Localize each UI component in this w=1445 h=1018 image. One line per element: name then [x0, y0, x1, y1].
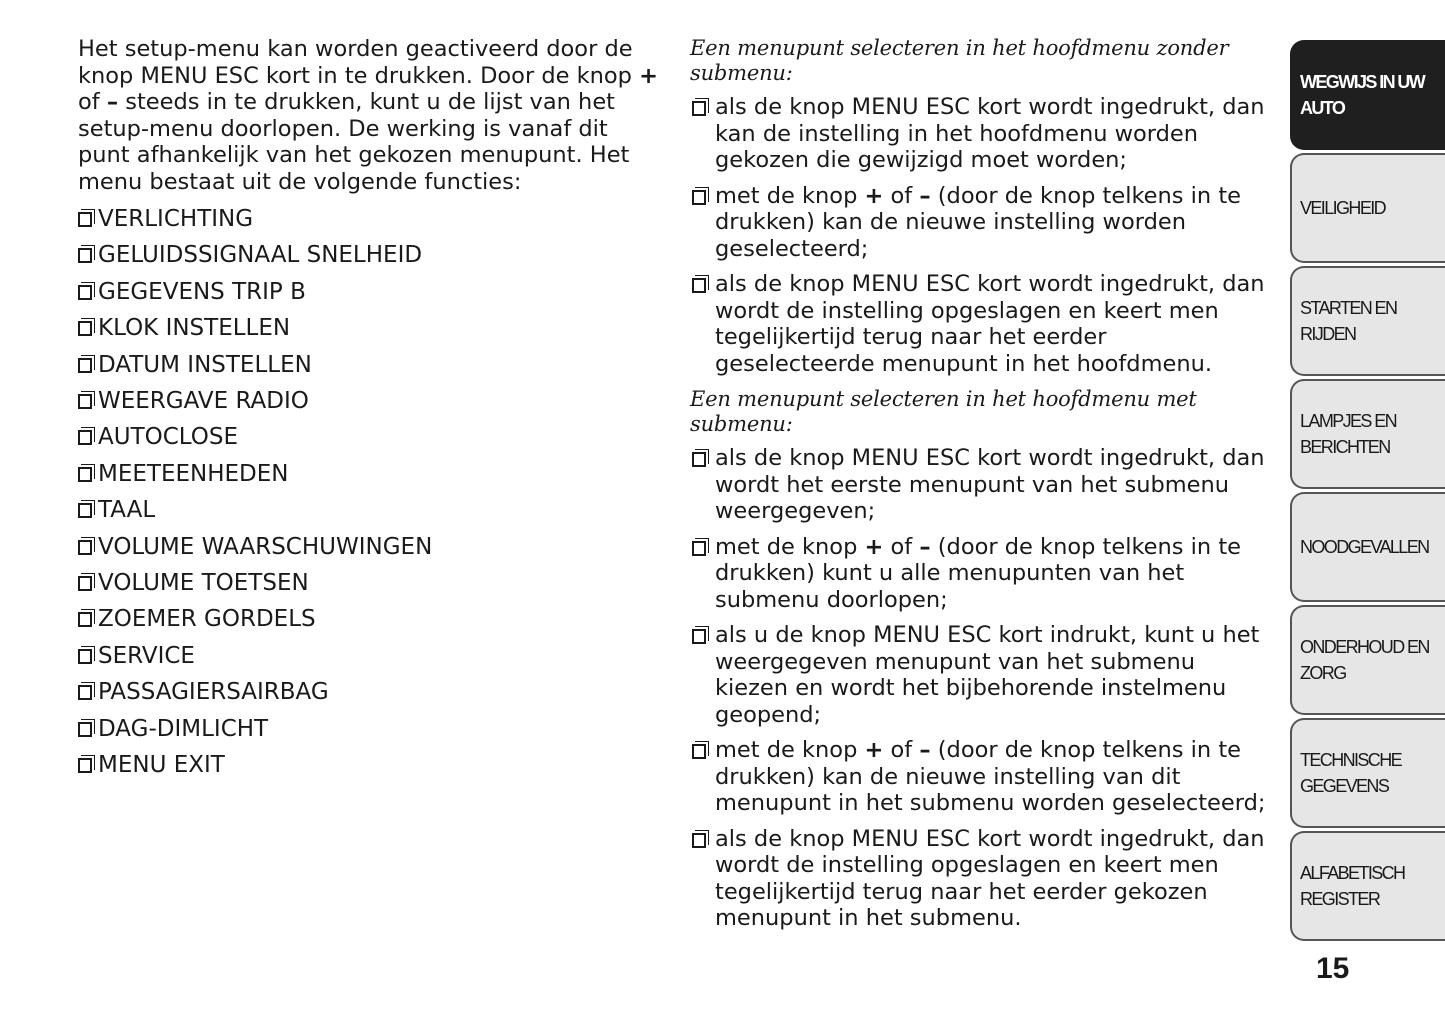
checkbox-bullet-icon	[78, 758, 92, 773]
checkbox-bullet-icon	[692, 541, 706, 556]
menu-item-label: TAAL	[98, 497, 156, 524]
list-item	[78, 456, 658, 492]
list-item	[690, 622, 1270, 728]
checkbox-bullet-icon	[692, 744, 706, 759]
list-item	[690, 826, 1270, 932]
checkbox-bullet-icon	[692, 833, 706, 848]
step-text: als de knop MENU ESC kort wordt ingedrukt, dan wordt de instelling opgeslagen en keert men tegelijkertijd terug naar het eerder gekozen menupunt in het submenu.	[715, 825, 1265, 931]
steps-without-submenu	[690, 94, 1270, 377]
menu-item-label: AUTOCLOSE	[98, 424, 239, 451]
menu-item-label: DAG-DIMLICHT	[98, 715, 269, 742]
checkbox-bullet-icon	[78, 358, 92, 373]
right-column	[690, 36, 1270, 942]
checkbox-bullet-icon	[78, 394, 92, 409]
list-item	[78, 347, 658, 383]
checkbox-bullet-icon	[692, 101, 706, 116]
menu-item-label: DATUM INSTELLEN	[98, 351, 312, 378]
tab-onderhoud-en-zorg[interactable]: ONDERHOUD EN ZORG	[1290, 605, 1445, 715]
menu-item-label: MENU EXIT	[98, 752, 225, 779]
checkbox-bullet-icon	[78, 612, 92, 627]
list-item	[78, 492, 658, 528]
tab-lampjes-en-berichten[interactable]: LAMPJES EN BERICHTEN	[1290, 379, 1445, 489]
menu-item-label: GEGEVENS TRIP B	[98, 278, 306, 305]
checkbox-bullet-icon	[78, 248, 92, 263]
list-item	[690, 94, 1270, 174]
checkbox-bullet-icon	[78, 467, 92, 482]
menu-item-label: ZOEMER GORDELS	[98, 606, 316, 633]
list-item	[78, 565, 658, 601]
list-item	[690, 445, 1270, 525]
list-item	[78, 638, 658, 674]
list-item	[690, 271, 1270, 377]
step-text: als de knop MENU ESC kort wordt ingedrukt, dan kan de instelling in het hoofdmenu worden gekozen die gewijzigd moet worden;	[715, 94, 1265, 173]
list-item	[690, 534, 1270, 614]
menu-item-label: KLOK INSTELLEN	[98, 315, 291, 342]
list-item	[78, 419, 658, 455]
list-item	[78, 601, 658, 637]
step-text: als u de knop MENU ESC kort indrukt, kunt u het weergegeven menupunt van het submenu kiezen en wordt het bijbehorende instelmenu geopend;	[715, 622, 1260, 728]
section-heading-without-submenu: Een menupunt selecteren in het hoofdmenu zonder submenu:	[690, 36, 1229, 85]
tab-veiligheid[interactable]: VEILIGHEID	[1290, 153, 1445, 263]
tab-noodgevallen[interactable]: NOODGEVALLEN	[1290, 492, 1445, 602]
menu-item-label: WEERGAVE RADIO	[98, 388, 309, 415]
tab-wegwijs-in-uw-auto[interactable]: WEGWIJS IN UW AUTO	[1290, 40, 1445, 150]
checkbox-bullet-icon	[78, 430, 92, 445]
list-item	[78, 529, 658, 565]
list-item	[78, 747, 658, 783]
step-text: als de knop MENU ESC kort wordt ingedrukt, dan wordt het eerste menupunt van het submenu weergegeven;	[715, 445, 1265, 524]
step-text: met de knop + of – (door de knop telkens in te drukken) kunt u alle menupunten van het submenu doorlopen;	[715, 533, 1241, 613]
menu-item-label: PASSAGIERSAIRBAG	[98, 679, 329, 706]
step-text: met de knop + of – (door de knop telkens in te drukken) kan de nieuwe instelling worden geselecteerd;	[715, 182, 1241, 262]
menu-item-label: MEETEENHEDEN	[98, 460, 289, 487]
checkbox-bullet-icon	[692, 452, 706, 467]
list-item	[78, 383, 658, 419]
page-number: 15	[1316, 952, 1350, 985]
intro-paragraph: Het setup-menu kan worden geactiveerd door de knop MENU ESC kort in te drukken. Door de knop + of – steeds in te drukken, kunt u de lijst van het setup-menu doorlopen. De werking is vanaf dit punt afhankelijk van het gekozen menupunt. Het menu bestaat uit de volgende functies:	[78, 36, 658, 195]
step-text: met de knop + of – (door de knop telkens in te drukken) kan de nieuwe instelling van dit menupunt in het submenu worden geselecteerd;	[715, 737, 1266, 816]
setup-menu-list	[78, 201, 658, 784]
left-column	[78, 36, 658, 784]
checkbox-bullet-icon	[78, 540, 92, 555]
list-item	[78, 201, 658, 237]
list-item	[78, 310, 658, 346]
list-item	[78, 237, 658, 273]
checkbox-bullet-icon	[692, 278, 706, 293]
step-text: als de knop MENU ESC kort wordt ingedrukt, dan wordt de instelling opgeslagen en keert men tegelijkertijd terug naar het eerder geselecteerde menupunt in het hoofdmenu.	[715, 271, 1265, 377]
checkbox-bullet-icon	[78, 649, 92, 664]
checkbox-bullet-icon	[78, 576, 92, 591]
section-heading-with-submenu: Een menupunt selecteren in het hoofdmenu met submenu:	[690, 387, 1197, 436]
list-item	[78, 711, 658, 747]
tab-alfabetisch-register[interactable]: ALFABETISCH REGISTER	[1290, 831, 1445, 941]
tab-starten-en-rijden[interactable]: STARTEN EN RIJDEN	[1290, 266, 1445, 376]
menu-item-label: VOLUME WAARSCHUWINGEN	[98, 533, 433, 560]
list-item	[78, 674, 658, 710]
chapter-tabs	[1290, 40, 1445, 944]
tab-technische-gegevens[interactable]: TECHNISCHE GEGEVENS	[1290, 718, 1445, 828]
checkbox-bullet-icon	[78, 722, 92, 737]
menu-item-label: GELUIDSSIGNAAL SNELHEID	[98, 242, 423, 269]
checkbox-bullet-icon	[78, 212, 92, 227]
list-item	[690, 183, 1270, 263]
checkbox-bullet-icon	[692, 629, 706, 644]
checkbox-bullet-icon	[78, 503, 92, 518]
list-item	[690, 737, 1270, 817]
list-item	[78, 274, 658, 310]
menu-item-label: SERVICE	[98, 642, 195, 669]
checkbox-bullet-icon	[78, 321, 92, 336]
checkbox-bullet-icon	[78, 285, 92, 300]
checkbox-bullet-icon	[78, 685, 92, 700]
menu-item-label: VOLUME TOETSEN	[98, 570, 309, 597]
checkbox-bullet-icon	[692, 190, 706, 205]
menu-item-label: VERLICHTING	[98, 206, 254, 232]
steps-with-submenu	[690, 445, 1270, 932]
